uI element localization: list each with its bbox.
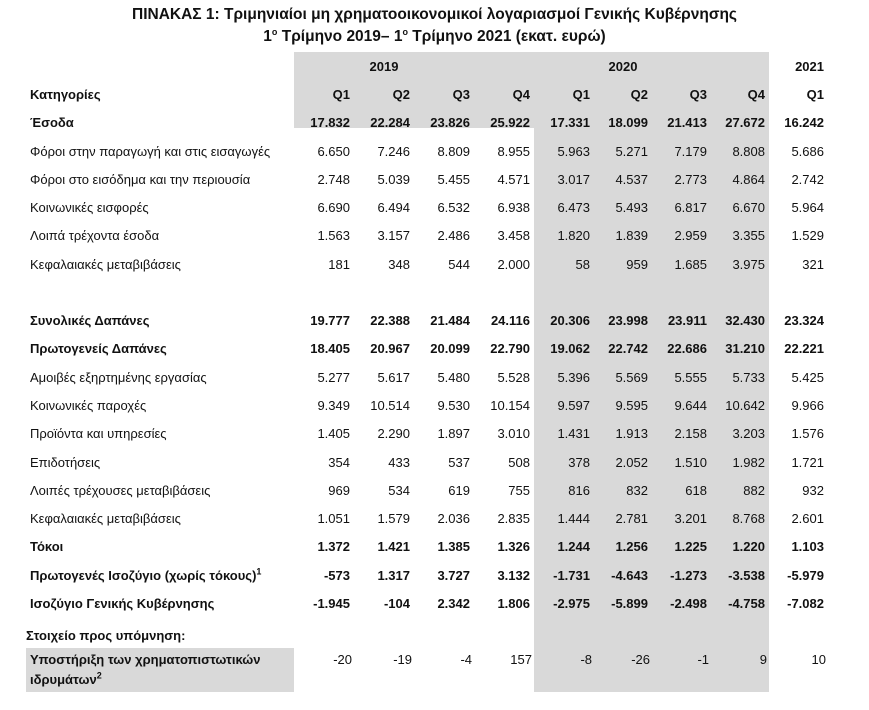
table-cell xyxy=(474,278,534,306)
table-cell: 1.256 xyxy=(615,539,648,555)
table-cell: 8.768 xyxy=(732,511,765,527)
table-cell: 22.284 xyxy=(370,115,410,131)
table-cell: 2.781 xyxy=(615,511,648,527)
table-cell: 2.000 xyxy=(497,256,530,272)
table-cell: 4.571 xyxy=(497,171,530,187)
column-header-quarter: Q1 xyxy=(806,86,824,102)
table-cell: 4.537 xyxy=(615,171,648,187)
table-cell: 23.826 xyxy=(430,115,470,131)
memo-value: -8 xyxy=(580,652,592,667)
table-cell: 5.686 xyxy=(791,143,824,159)
column-header-quarter: Q1 xyxy=(332,86,350,102)
table-cell: 9.597 xyxy=(557,397,590,413)
table-cell: 534 xyxy=(388,482,410,498)
table-row xyxy=(26,363,828,391)
table-cell: 25.922 xyxy=(490,115,530,131)
table-cell: 2.748 xyxy=(317,171,350,187)
table-cell: 22.790 xyxy=(490,341,530,357)
table-cell: 321 xyxy=(802,256,824,272)
accounts-table xyxy=(26,52,828,618)
table-cell: 5.480 xyxy=(437,369,470,385)
table-cell: -5.899 xyxy=(611,595,648,611)
table-cell: 544 xyxy=(448,256,470,272)
table-cell: 20.967 xyxy=(370,341,410,357)
table-cell xyxy=(711,278,769,306)
table-cell: 354 xyxy=(328,454,350,470)
table-cell: 2.290 xyxy=(377,426,410,442)
table-cell: 5.455 xyxy=(437,171,470,187)
table-cell: 5.555 xyxy=(674,369,707,385)
year-2021: 2021 xyxy=(795,58,824,74)
column-header-categories: Κατηγορίες xyxy=(30,86,101,102)
table-cell: -1.731 xyxy=(553,567,590,583)
table-cell: 1.806 xyxy=(497,595,530,611)
table-cell: 1.317 xyxy=(377,567,410,583)
row-label: Πρωτογενές Ισοζύγιο (χωρίς τόκους)$^1$ xyxy=(30,566,262,583)
table-cell: 5.396 xyxy=(557,369,590,385)
table-cell: 3.132 xyxy=(497,567,530,583)
table-cell: -4.643 xyxy=(611,567,648,583)
memo-label: Υποστήριξη των χρηματοπιστωτικών ιδρυμάτων$^2$ xyxy=(30,652,261,687)
memo-value: 9 xyxy=(759,652,767,667)
table-cell: 1.913 xyxy=(615,426,648,442)
column-header-quarter: Q4 xyxy=(747,86,765,102)
row-label: Φόροι στο εισόδημα και την περιουσία xyxy=(30,171,251,187)
table-cell: 5.963 xyxy=(557,143,590,159)
table-cell: 9.349 xyxy=(317,397,350,413)
table-cell: 5.733 xyxy=(732,369,765,385)
table-cell: 1.563 xyxy=(317,228,350,244)
table-row xyxy=(26,222,828,250)
table-cell: 3.017 xyxy=(557,171,590,187)
table-cell: 22.742 xyxy=(608,341,648,357)
table-cell: 2.342 xyxy=(437,595,470,611)
table-cell: 433 xyxy=(388,454,410,470)
table-cell: 618 xyxy=(685,482,707,498)
table-cell: -4.758 xyxy=(728,595,765,611)
memo-value: -19 xyxy=(393,652,412,667)
table-cell: -1.273 xyxy=(670,567,707,583)
table-cell: 832 xyxy=(626,482,648,498)
row-label: Κοινωνικές εισφορές xyxy=(30,200,149,216)
row-label: Προϊόντα και υπηρεσίες xyxy=(30,426,167,442)
table-cell: 537 xyxy=(448,454,470,470)
table-row xyxy=(26,589,828,617)
table-cell: 2.052 xyxy=(615,454,648,470)
table-cell: 1.421 xyxy=(377,539,410,555)
memo-value: -26 xyxy=(631,652,650,667)
table-cell: 6.650 xyxy=(317,143,350,159)
table-cell: 22.686 xyxy=(667,341,707,357)
table-cell: 5.569 xyxy=(615,369,648,385)
header-row xyxy=(26,80,828,108)
table-row xyxy=(26,504,828,532)
memo-heading: Στοιχείο προς υπόμνηση: xyxy=(26,628,186,643)
table-cell: 4.864 xyxy=(732,171,765,187)
table-cell: 2.773 xyxy=(674,171,707,187)
table-row xyxy=(26,137,828,165)
table-cell: 1.405 xyxy=(317,426,350,442)
memo-value: 157 xyxy=(510,652,532,667)
table-cell: 21.484 xyxy=(430,313,470,329)
table-cell: 1.579 xyxy=(377,511,410,527)
table-subtitle: $1^o$ Τρίμηνο 2019– $1^o$ Τρίμηνο 2021 (εκατ. ευρώ) xyxy=(263,26,606,45)
table-cell: 10.154 xyxy=(490,397,530,413)
table-cell: 16.242 xyxy=(784,115,824,131)
row-label: Ισοζύγιο Γενικής Κυβέρνησης xyxy=(30,595,215,611)
table-cell: 2.486 xyxy=(437,228,470,244)
year-2020: 2020 xyxy=(608,58,638,74)
table-cell: 5.277 xyxy=(317,369,350,385)
row-label: Φόροι στην παραγωγή και στις εισαγωγές xyxy=(30,143,271,159)
table-row xyxy=(26,561,828,589)
table-cell: 7.246 xyxy=(377,143,410,159)
table-cell: 18.099 xyxy=(608,115,648,131)
table-cell: -2.498 xyxy=(670,595,707,611)
table-row xyxy=(26,448,828,476)
table-cell: 17.331 xyxy=(550,115,590,131)
table-cell: 969 xyxy=(328,482,350,498)
table-row xyxy=(26,476,828,504)
row-label: Κεφαλαιακές μεταβιβάσεις xyxy=(30,256,181,272)
row-label: Κεφαλαιακές μεταβιβάσεις xyxy=(30,511,181,527)
table-cell xyxy=(294,278,354,306)
column-header-quarter: Q1 xyxy=(572,86,590,102)
table-cell: 1.721 xyxy=(791,454,824,470)
table-cell: 2.742 xyxy=(791,171,824,187)
table-cell: 5.425 xyxy=(791,369,824,385)
memo-value: -1 xyxy=(697,652,709,667)
table-cell: 2.835 xyxy=(497,511,530,527)
table-cell: 3.727 xyxy=(437,567,470,583)
table-cell: 10.514 xyxy=(370,397,410,413)
table-cell: 181 xyxy=(328,256,350,272)
row-label: Λοιπές τρέχουσες μεταβιβάσεις xyxy=(30,482,211,498)
memo-value: 10 xyxy=(811,652,826,667)
table-cell: 23.998 xyxy=(608,313,648,329)
column-header-quarter: Q2 xyxy=(392,86,410,102)
table-row xyxy=(26,250,828,278)
table-cell: 1.685 xyxy=(674,256,707,272)
table-row xyxy=(26,109,828,137)
table-row xyxy=(26,420,828,448)
table-cell: 378 xyxy=(568,454,590,470)
spacer-row xyxy=(26,278,828,306)
table-cell: 1.220 xyxy=(732,539,765,555)
table-row xyxy=(26,165,828,193)
table-cell: 19.777 xyxy=(310,313,350,329)
table-cell: 3.201 xyxy=(674,511,707,527)
table-title: ΠΙΝΑΚΑΣ 1: Τριμηνιαίοι μη χρηματοοικονομικοί λογαριασμοί Γενικής Κυβέρνησης xyxy=(132,6,737,23)
table-cell: 23.324 xyxy=(784,313,824,329)
row-label: Έσοδα xyxy=(30,115,74,131)
memo-value: -20 xyxy=(333,652,352,667)
table-cell: 1.529 xyxy=(791,228,824,244)
table-cell: 508 xyxy=(508,454,530,470)
row-label: Συνολικές Δαπάνες xyxy=(30,313,150,329)
row-label: Αμοιβές εξηρτημένης εργασίας xyxy=(30,369,207,385)
table-cell: -7.082 xyxy=(787,595,824,611)
row-label: Επιδοτήσεις xyxy=(30,454,101,470)
table-cell: 1.326 xyxy=(497,539,530,555)
table-cell: 22.221 xyxy=(784,341,824,357)
table-cell: 8.808 xyxy=(732,143,765,159)
table-cell: 5.039 xyxy=(377,171,410,187)
column-header-quarter: Q2 xyxy=(630,86,648,102)
table-row xyxy=(26,391,828,419)
table-cell: -2.975 xyxy=(553,595,590,611)
year-2019: 2019 xyxy=(369,58,399,74)
column-header-quarter: Q4 xyxy=(512,86,530,102)
table-cell: 5.964 xyxy=(791,200,824,216)
table-cell: 1.385 xyxy=(437,539,470,555)
table-cell: 27.672 xyxy=(725,115,765,131)
row-label xyxy=(26,278,294,306)
table-cell: 1.372 xyxy=(317,539,350,555)
table-cell: 5.271 xyxy=(615,143,648,159)
table-cell: 3.203 xyxy=(732,426,765,442)
table-cell: 17.832 xyxy=(310,115,350,131)
table-cell: 21.413 xyxy=(667,115,707,131)
table-cell: -573 xyxy=(323,567,350,583)
table-cell: 5.493 xyxy=(615,200,648,216)
table-cell: 32.430 xyxy=(725,313,765,329)
table-cell: 20.099 xyxy=(430,341,470,357)
row-label: Τόκοι xyxy=(30,539,64,555)
table-cell: -5.979 xyxy=(787,567,824,583)
table-cell: -104 xyxy=(383,595,410,611)
table-row xyxy=(26,335,828,363)
table-cell: 816 xyxy=(568,482,590,498)
table-cell: 2.158 xyxy=(674,426,707,442)
table-cell: 6.532 xyxy=(437,200,470,216)
table-cell: 882 xyxy=(743,482,765,498)
table-cell: 3.157 xyxy=(377,228,410,244)
table-cell: 1.244 xyxy=(557,539,590,555)
table-cell: 932 xyxy=(802,482,824,498)
table-cell: 10.642 xyxy=(725,397,765,413)
table-row xyxy=(26,533,828,561)
table-cell: 24.116 xyxy=(490,313,530,329)
table-cell xyxy=(769,278,828,306)
table-cell: 18.405 xyxy=(310,341,350,357)
table-cell xyxy=(354,278,414,306)
table-cell: 1.839 xyxy=(615,228,648,244)
column-header-quarter: Q3 xyxy=(689,86,707,102)
row-label: Λοιπά τρέχοντα έσοδα xyxy=(30,228,160,244)
table-cell xyxy=(594,278,652,306)
row-label: Πρωτογενείς Δαπάνες xyxy=(30,341,167,357)
table-cell: 5.528 xyxy=(497,369,530,385)
table-cell: 3.458 xyxy=(497,228,530,244)
table-cell: 8.809 xyxy=(437,143,470,159)
table-cell: 6.690 xyxy=(317,200,350,216)
table-cell: 1.444 xyxy=(557,511,590,527)
table-cell: 1.982 xyxy=(732,454,765,470)
memo-value: -4 xyxy=(460,652,472,667)
table-cell: 348 xyxy=(388,256,410,272)
table-cell: 1.510 xyxy=(674,454,707,470)
table-cell: 2.959 xyxy=(674,228,707,244)
table-cell: 19.062 xyxy=(550,341,590,357)
table-cell: 6.938 xyxy=(497,200,530,216)
table-row xyxy=(26,306,828,334)
table-cell: 9.644 xyxy=(674,397,707,413)
table-cell: 1.225 xyxy=(674,539,707,555)
table-cell: 6.473 xyxy=(557,200,590,216)
table-cell: 22.388 xyxy=(370,313,410,329)
table-cell: 3.010 xyxy=(497,426,530,442)
table-cell: -3.538 xyxy=(728,567,765,583)
table-cell: 5.617 xyxy=(377,369,410,385)
table-cell: 6.670 xyxy=(732,200,765,216)
table-cell: 31.210 xyxy=(725,341,765,357)
table-cell: 1.576 xyxy=(791,426,824,442)
table-cell: 9.595 xyxy=(615,397,648,413)
table-cell: 1.431 xyxy=(557,426,590,442)
table-cell: 959 xyxy=(626,256,648,272)
table-cell: 2.036 xyxy=(437,511,470,527)
table-cell: 3.355 xyxy=(732,228,765,244)
table-cell: 8.955 xyxy=(497,143,530,159)
table-cell: 9.530 xyxy=(437,397,470,413)
table-cell xyxy=(652,278,711,306)
row-label: Κοινωνικές παροχές xyxy=(30,397,147,413)
table-row xyxy=(26,193,828,221)
table-cell: 3.975 xyxy=(732,256,765,272)
table-cell xyxy=(414,278,474,306)
column-header-quarter: Q3 xyxy=(452,86,470,102)
table-cell: 619 xyxy=(448,482,470,498)
table-cell xyxy=(534,278,594,306)
table-cell: 23.911 xyxy=(667,313,707,329)
table-cell: 2.601 xyxy=(791,511,824,527)
table-cell: 1.897 xyxy=(437,426,470,442)
year-row xyxy=(26,52,828,80)
table-cell: 6.494 xyxy=(377,200,410,216)
table-cell: 7.179 xyxy=(674,143,707,159)
table-cell: -1.945 xyxy=(313,595,350,611)
table-cell: 1.103 xyxy=(791,539,824,555)
table-cell: 9.966 xyxy=(791,397,824,413)
table-cell: 6.817 xyxy=(674,200,707,216)
table-cell: 755 xyxy=(508,482,530,498)
table-cell: 1.051 xyxy=(317,511,350,527)
table-cell: 1.820 xyxy=(557,228,590,244)
table-cell: 20.306 xyxy=(550,313,590,329)
table-cell: 58 xyxy=(575,256,590,272)
